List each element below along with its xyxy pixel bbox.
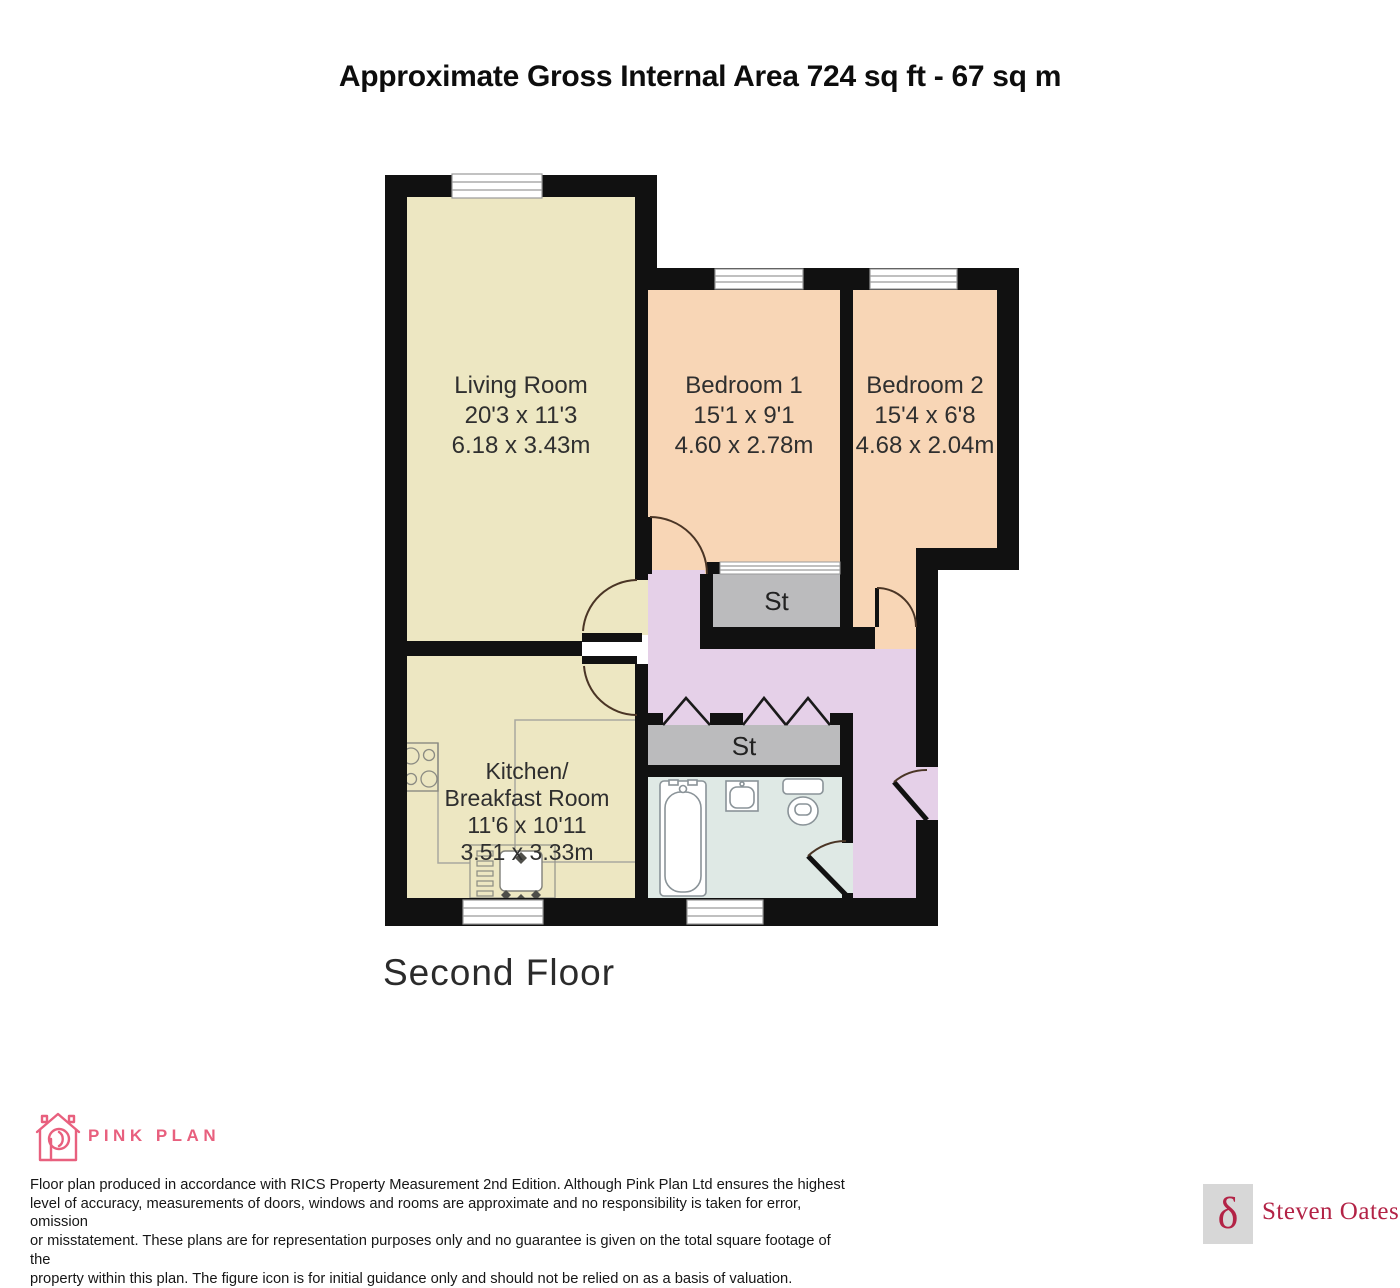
bedroom2-name: Bedroom 2 bbox=[866, 372, 984, 399]
bedroom2-imperial: 15'4 x 6'8 bbox=[874, 402, 976, 429]
bathtub-icon bbox=[660, 780, 706, 896]
bathroom-doorway bbox=[842, 843, 853, 893]
living-room-metric: 6.18 x 3.43m bbox=[451, 432, 591, 459]
disclaimer-line-3: or misstatement. These plans are for representation purposes only and no guarantee is given on the total square footage of the bbox=[30, 1233, 831, 1268]
kitchen-name-line1: Kitchen/ bbox=[485, 758, 569, 784]
storage-bottom-label: St bbox=[731, 731, 757, 761]
living-room-label bbox=[421, 371, 621, 461]
bedroom2-doorway bbox=[875, 627, 916, 649]
agent-name: Steven Oates bbox=[1262, 1198, 1400, 1225]
bathroom-window bbox=[687, 900, 763, 924]
disclaimer-line-1: Floor plan produced in accordance with RICS Property Measurement 2nd Edition. Although Pink Plan Ltd ensures the highest bbox=[30, 1177, 845, 1193]
living-hall-doorway bbox=[635, 580, 648, 635]
storage-top-label: St bbox=[764, 586, 789, 616]
kitchen-name-line2: Breakfast Room bbox=[444, 785, 610, 811]
bedroom1-metric: 4.60 x 2.78m bbox=[674, 432, 814, 459]
basin-icon bbox=[726, 781, 758, 811]
kitchen-window bbox=[463, 900, 543, 924]
living-room-name: Living Room bbox=[454, 372, 588, 399]
disclaimer-line-2: level of accuracy, measurements of doors, windows and rooms are approximate and no responsibility is taken for error, omission bbox=[30, 1195, 802, 1231]
bedroom1-name: Bedroom 1 bbox=[685, 372, 803, 399]
kitchen-doorway bbox=[582, 642, 635, 656]
bedroom2-alcove-floor bbox=[853, 548, 916, 627]
floor-label: Second Floor bbox=[383, 952, 616, 993]
bedroom2-label bbox=[815, 371, 1035, 461]
bedroom2-window bbox=[870, 269, 957, 289]
pink-plan-logo-icon bbox=[33, 1108, 83, 1164]
storage-top-slider bbox=[720, 562, 840, 574]
agent-logo-box bbox=[1203, 1184, 1253, 1244]
bedroom1-window bbox=[715, 269, 803, 289]
living-room-window bbox=[452, 174, 542, 198]
disclaimer-line-4: property within this plan. The figure icon is for initial guidance only and should not be relied on as a basis of valuation. bbox=[30, 1270, 793, 1287]
living-room-imperial: 20'3 x 11'3 bbox=[464, 402, 578, 429]
page-title: Approximate Gross Internal Area 724 sq ft - 67 sq m bbox=[338, 60, 1062, 93]
kitchen-label bbox=[417, 758, 637, 866]
agent-delta-icon: δ bbox=[1217, 1189, 1239, 1238]
pink-plan-wordmark: PINK PLAN bbox=[88, 1126, 221, 1145]
bedroom1-imperial: 15'1 x 9'1 bbox=[693, 402, 795, 429]
disclaimer-text bbox=[30, 1176, 850, 1288]
bedroom2-metric: 4.68 x 2.04m bbox=[855, 432, 995, 459]
kitchen-metric: 3.51 x 3.33m bbox=[460, 839, 594, 865]
kitchen-imperial: 11'6 x 10'11 bbox=[467, 812, 587, 838]
